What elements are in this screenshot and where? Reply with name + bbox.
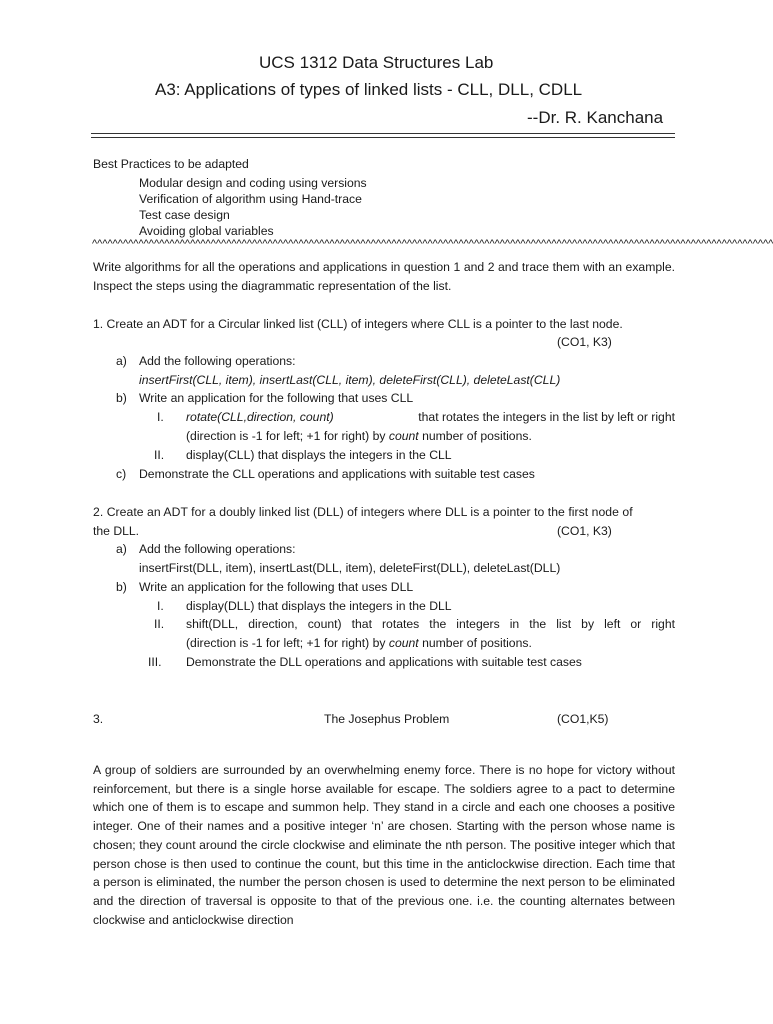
q2-b-ii-line2 <box>186 634 532 653</box>
intro-paragraph: Write algorithms for all the operations and applications in question 1 and 2 and trace them with an example. Inspect the steps using the diagrammatic representation of the list. <box>93 260 675 293</box>
author-name: --Dr. R. Kanchana <box>527 108 664 127</box>
q2-b-text: Write an application for the following that uses DLL <box>139 580 414 594</box>
q1-co-tag: (CO1, K3) <box>557 335 612 349</box>
course-title: UCS 1312 Data Structures Lab <box>259 53 494 72</box>
rotate-function-name: rotate(CLL,direction, count) <box>186 410 334 424</box>
q2-title-line2: the DLL. <box>93 524 140 538</box>
q2-a-ops: insertFirst(DLL, item), insertLast(DLL, item), deleteFirst(DLL), deleteLast(DLL) <box>139 561 561 575</box>
q1-b-i-label: I. <box>157 410 164 424</box>
q2-b-iii-label: III. <box>148 655 162 669</box>
q2-title-text: 2. Create an ADT for a doubly linked list (DLL) of integers where DLL is a pointer to the first node of <box>93 505 633 519</box>
q2-b-label: b) <box>116 580 127 594</box>
q1-b-ii-label: II. <box>154 448 165 462</box>
q2-b-i-text: display(DLL) that displays the integers in the DLL <box>186 599 452 613</box>
q1-b-ii-text: display(CLL) that displays the integers in the CLL <box>186 448 452 462</box>
q2-b-i-label: I. <box>157 599 164 613</box>
q1-title: 1. Create an ADT for a Circular linked list (CLL) of integers where CLL is a pointer to the last node. <box>93 317 623 331</box>
q1-a-ops: insertFirst(CLL, item), insertLast(CLL, item), deleteFirst(CLL), deleteLast(CLL) <box>139 373 561 387</box>
josephus-paragraph: A group of soldiers are surrounded by an overwhelming enemy force. There is no hope for victory without reinforcement, but there is a single horse available for escape. The soldiers agree to a pact to determine which one of them is to escape and summon help. They stand in a circle and each one chooses a positive integer. One of their names and a positive integer ‘n’ are chosen. Starting with the person whose name is chosen; they count around the circle clockwise and eliminate the nth person. The positive integer which that person chose is then used to continue the count, but this time in the anticlockwise direction. Each time that a person is eliminated, the number the person chosen is used to determine the next person to be eliminated and the direction of traversal is opposite to that of the previous one. i.e. the counting alternates between clockwise and anticlockwise direction <box>93 763 675 927</box>
header-rule-bottom <box>91 137 675 138</box>
q2-a-label: a) <box>116 542 127 556</box>
q1-b-text: Write an application for the following that uses CLL <box>139 391 414 405</box>
count-word: count <box>388 429 419 443</box>
q2-a-text: Add the following operations: <box>139 542 296 556</box>
q3-number: 3. <box>93 712 104 726</box>
direction-note: (direction is -1 for left; +1 for right) by <box>186 429 389 443</box>
count-word: count <box>388 636 419 650</box>
best-practices-heading: Best Practices to be adapted <box>93 157 249 171</box>
q1-b-label: b) <box>116 391 127 405</box>
assignment-title: A3: Applications of types of linked lists - CLL, DLL, CDLL <box>155 80 583 99</box>
positions-note: number of positions. <box>418 429 532 443</box>
header-rule-top <box>91 133 675 134</box>
positions-note: number of positions. <box>418 636 532 650</box>
q1-a-label: a) <box>116 354 127 368</box>
q3-co-tag: (CO1,K5) <box>557 712 609 726</box>
q2-b-ii-label: II. <box>154 617 165 631</box>
direction-note: (direction is -1 for left; +1 for right) by <box>186 636 389 650</box>
q1-a-text: Add the following operations: <box>139 354 296 368</box>
best-practice-item: Test case design <box>139 208 230 222</box>
q2-b-iii-text: Demonstrate the DLL operations and applications with suitable test cases <box>186 655 582 669</box>
caret-separator: ^^^^^^^^^^^^^^^^^^^^^^^^^^^^^^^^^^^^^^^^^^^^^^^^^^^^^^^^^^^^^^^^^^^^^^^^^^^^^^^^^^^^^^^^^^^^^^^^^^^^^^^^^^^^^^^^^^^^^^^^^^^^^^^^^^^^ <box>92 238 773 250</box>
q1-c-label: c) <box>116 467 127 481</box>
q2-co-tag: (CO1, K3) <box>557 524 612 538</box>
q3-title: The Josephus Problem <box>324 712 450 726</box>
best-practice-item: Modular design and coding using versions <box>139 176 367 190</box>
q1-c-text: Demonstrate the CLL operations and applications with suitable test cases <box>139 467 535 481</box>
q2-title-line1 <box>93 503 675 522</box>
q2-b-ii-line1: shift(DLL, direction, count) that rotates the integers in the list by left or right <box>186 617 675 631</box>
best-practice-item: Avoiding global variables <box>139 224 274 238</box>
q1-b-i-line1 <box>186 408 675 427</box>
best-practice-item: Verification of algorithm using Hand-trace <box>139 192 362 206</box>
rotate-description: that rotates the integers in the list by left or right <box>414 410 675 424</box>
q1-b-i-line2 <box>186 427 532 446</box>
